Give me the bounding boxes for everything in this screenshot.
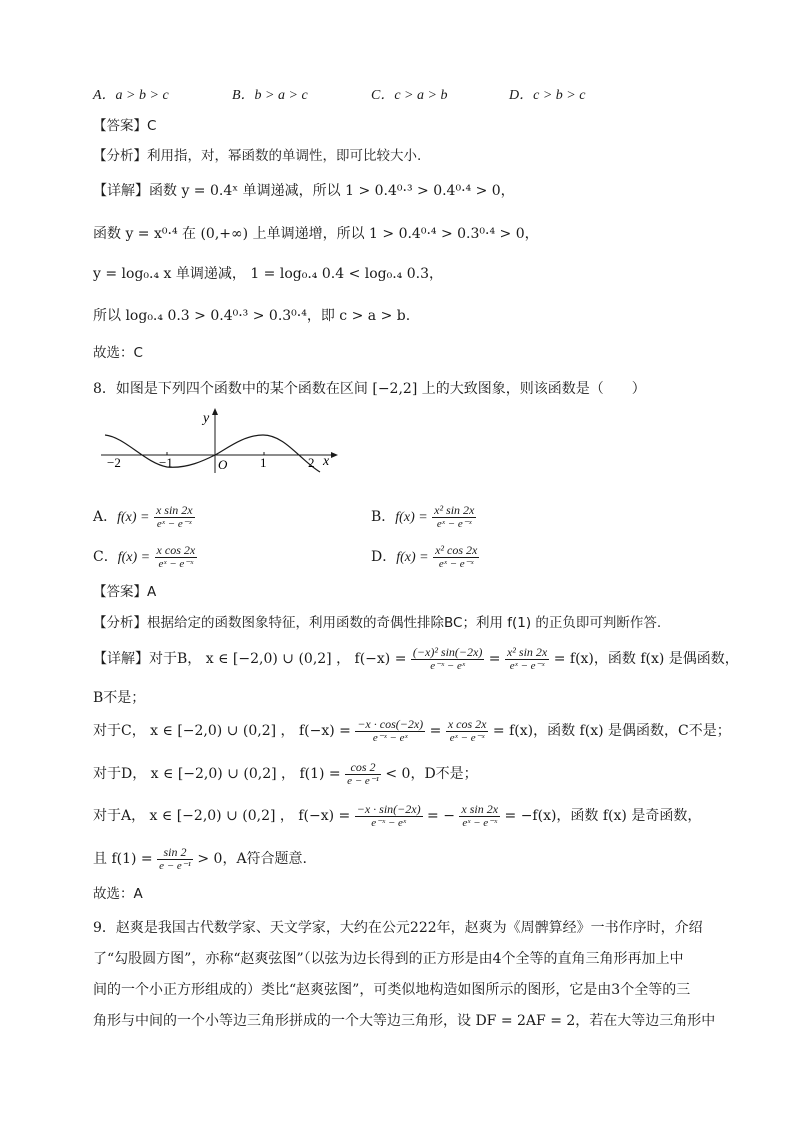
- q8-option-a: A．f(x) = $\frac{\text{x sin 2x}}{\text{eˣ − e⁻ˣ}}$: [93, 503, 193, 530]
- y-label: y: [203, 411, 210, 426]
- tick-neg2: −2: [107, 455, 121, 470]
- q7-option-d: D．c > b > c: [509, 88, 586, 103]
- q7-option-a: A．a > b > c: [93, 88, 169, 103]
- q8-detail-d: 对于D， x ∈ [−2,0) ∪ (0,2] ， f(1) = $\frac{\cos 2}{\text{e − e⁻¹}}$ < 0，D不是；: [93, 760, 478, 787]
- q8-analysis: 【分析】根据给定的函数图象特征，利用函数的奇偶性排除BC；利用 f(1) 的正负即可判断作答.: [93, 615, 662, 631]
- q7-choose: 故选：C: [93, 345, 143, 361]
- q7-option-b: B．b > a > c: [232, 88, 308, 103]
- tick-neg1: −1: [159, 455, 173, 470]
- tick-2: 2: [308, 455, 315, 470]
- q7-detail-4: 所以 log₀.₄ 0.3 > 0.4⁰·³ > 0.3⁰·⁴，即 c > a > b.: [93, 308, 411, 324]
- q8-detail-b2: B不是；: [93, 690, 146, 706]
- x-label: x: [323, 454, 330, 469]
- function-curve: [105, 435, 320, 472]
- y-axis-arrow-icon: [212, 408, 218, 415]
- q8-choose: 故选：A: [93, 886, 143, 902]
- q7-detail-3: y = log₀.₄ x 单调递减， 1 = log₀.₄ 0.4 < log₀.₄ 0.3，: [93, 266, 444, 282]
- q7-detail-1: 【详解】函数 y = 0.4ˣ 单调递减，所以 1 > 0.4⁰·³ > 0.4⁰·⁴ > 0，: [93, 183, 515, 199]
- q8-option-c: C．f(x) = $\frac{\text{x cos 2x}}{\text{eˣ − e⁻ˣ}}$: [93, 543, 196, 570]
- origin-label: O: [218, 457, 228, 472]
- q8-option-b: B．f(x) = $\frac{\text{x² sin 2x}}{\text{eˣ − e⁻ˣ}}$: [371, 503, 475, 530]
- q7-analysis: 【分析】利用指，对，幂函数的单调性，即可比较大小.: [93, 148, 422, 164]
- q7-detail-2: 函数 y = x⁰·⁴ 在 (0,+∞) 上单调递增，所以 1 > 0.4⁰·⁴ > 0.3⁰·⁴ > 0，: [93, 226, 539, 242]
- q8-detail-b: 【详解】对于B， x ∈ [−2,0) ∪ (0,2] ， f(−x) = $\frac{\text{(−x)² sin(−2x)}}{\text{e⁻ˣ − eˣ}}$ = $\frac{\text{x² sin 2x}}{\text{eˣ − e⁻ˣ}}$ = f(x)，函数 f(x) 是偶函数，: [93, 645, 739, 672]
- q8-detail-a: 对于A， x ∈ [−2,0) ∪ (0,2] ， f(−x) = $\frac{-x \cdot \sin(-2x)}{\text{e⁻ˣ − eˣ}}$ = − $\frac{\text{x sin 2x}}{\text{eˣ − e⁻ˣ}}$ = −f(x)，函数 f(x) 是奇函数，: [93, 802, 702, 829]
- q9-line-1: 9．赵爽是我国古代数学家、天文学家，大约在公元222年，赵爽为《周髀算经》一书作序时，介绍: [93, 920, 703, 936]
- q8-detail-a2: 且 f(1) = $\frac{\sin 2}{\text{e − e⁻¹}}$ > 0，A符合题意.: [93, 845, 308, 872]
- q9-line-2: 了“勾股圆方图”，亦称“赵爽弦图”（以弦为边长得到的正方形是由4个全等的直角三角形再加上中: [93, 951, 684, 967]
- q8-answer: 【答案】A: [93, 584, 157, 600]
- q7-answer: 【答案】C: [93, 118, 157, 134]
- tick-1: 1: [260, 455, 267, 470]
- q9-line-3: 间的一个小正方形组成的）类比“赵爽弦图”，可类似地构造如图所示的图形，它是由3个全等的三: [93, 982, 691, 998]
- q8-stem: 8．如图是下列四个函数中的某个函数在区间 [−2,2] 上的大致图象，则该函数是（ ）: [93, 381, 646, 397]
- q8-option-d: D．f(x) = $\frac{\text{x² cos 2x}}{\text{eˣ − e⁻ˣ}}$: [371, 543, 478, 570]
- q7-option-c: C．c > a > b: [371, 88, 448, 103]
- q9-line-4: 角形与中间的一个小等边三角形拼成的一个大等边三角形，设 DF = 2AF = 2，若在大等边三角形中: [93, 1013, 716, 1029]
- q8-graph: [95, 405, 345, 475]
- x-axis-arrow-icon: [331, 452, 338, 458]
- q8-detail-c: 对于C， x ∈ [−2,0) ∪ (0,2] ， f(−x) = $\frac{-x \cdot \cos(-2x)}{\text{e⁻ˣ − eˣ}}$ = $\frac{\text{x cos 2x}}{\text{eˣ − e⁻ˣ}}$ = f(x)，函数 f(x) 是偶函数，C不是；: [93, 717, 731, 744]
